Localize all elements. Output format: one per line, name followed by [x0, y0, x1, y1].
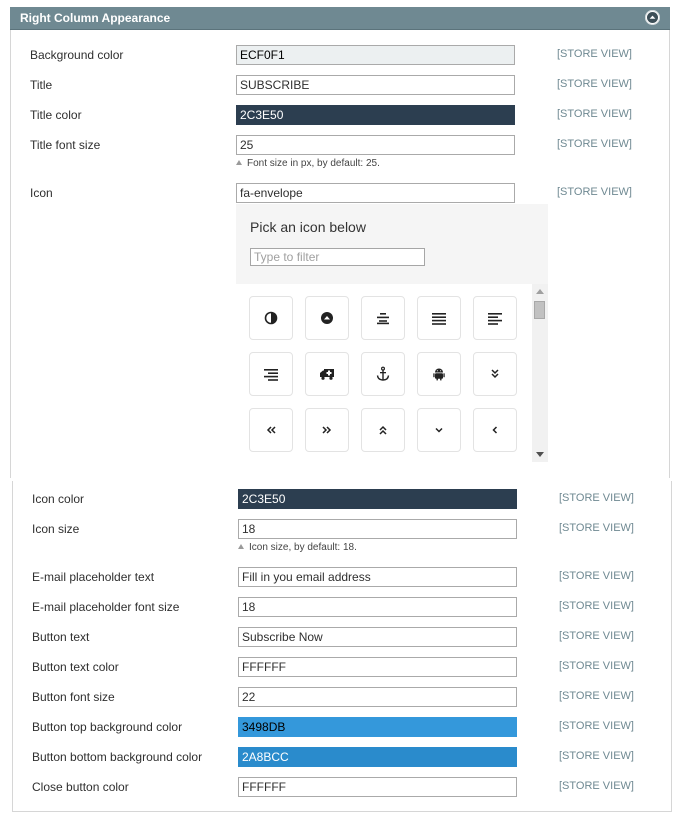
icon-option[interactable] [249, 408, 293, 452]
anchor-icon [374, 365, 392, 383]
store-view-scope: [STORE VIEW] [559, 630, 634, 642]
field-label: Close button color [32, 780, 129, 794]
field-note [236, 158, 380, 169]
field-row-button-text-color [32, 657, 652, 679]
field-label: E-mail placeholder text [32, 570, 155, 584]
icon-option[interactable] [417, 408, 461, 452]
angle-down-icon [430, 421, 448, 439]
field-row-button-text [32, 627, 652, 649]
icon-option[interactable] [417, 352, 461, 396]
icon-size-input[interactable]: 18 [238, 519, 517, 539]
button-font-size-input[interactable]: 22 [238, 687, 517, 707]
field-row-icon [30, 183, 650, 205]
title-input[interactable]: SUBSCRIBE [236, 75, 515, 95]
icon-filter-input[interactable]: Type to filter [250, 248, 425, 266]
icon-input[interactable]: fa-envelope [236, 183, 515, 203]
field-label: E-mail placeholder font size [32, 600, 180, 614]
icon-option[interactable] [473, 408, 517, 452]
store-view-scope: [STORE VIEW] [559, 690, 634, 702]
icon-picker-header [236, 204, 548, 284]
field-label: Background color [30, 48, 124, 62]
field-row-icon-size [32, 519, 652, 541]
note-text: Font size in px, by default: 25. [247, 158, 380, 169]
field-label: Button bottom background color [32, 750, 203, 764]
icon-picker [236, 204, 548, 462]
field-label: Button text [32, 630, 90, 644]
title-color-input[interactable]: 2C3E50 [236, 105, 515, 125]
field-label: Button font size [32, 690, 115, 704]
button-text-input[interactable]: Subscribe Now [238, 627, 517, 647]
icon-picker-title: Pick an icon below [250, 219, 366, 235]
field-label: Button text color [32, 660, 119, 674]
icon-grid [236, 296, 532, 462]
title-font-size-input[interactable]: 25 [236, 135, 515, 155]
background-color-input[interactable]: ECF0F1 [236, 45, 515, 65]
field-row-button-bottom-background-color [32, 747, 652, 769]
angle-left-icon [486, 421, 504, 439]
icon-option[interactable] [361, 408, 405, 452]
field-label: Icon [30, 186, 53, 200]
align-left-icon [486, 309, 504, 327]
align-center-icon [374, 309, 392, 327]
store-view-scope: [STORE VIEW] [559, 720, 634, 732]
button-text-color-input[interactable]: FFFFFF [238, 657, 517, 677]
field-row-button-top-background-color [32, 717, 652, 739]
scroll-thumb[interactable] [534, 301, 545, 319]
adjust-icon [262, 309, 280, 327]
store-view-scope: [STORE VIEW] [557, 48, 632, 60]
button-top-background-color-input[interactable]: 3498DB [238, 717, 517, 737]
field-row-email-placeholder-font-size [32, 597, 652, 619]
store-view-scope: [STORE VIEW] [559, 780, 634, 792]
align-justify-icon [430, 309, 448, 327]
field-row-icon-color [32, 489, 652, 511]
field-label: Title font size [30, 138, 101, 152]
field-row-title-color [30, 105, 650, 127]
field-row-email-placeholder-text [32, 567, 652, 589]
field-note [238, 542, 357, 553]
store-view-scope: [STORE VIEW] [559, 750, 634, 762]
field-label: Icon size [32, 522, 80, 536]
store-view-scope: [STORE VIEW] [557, 108, 632, 120]
store-view-scope: [STORE VIEW] [559, 600, 634, 612]
icon-option[interactable] [417, 296, 461, 340]
angle-double-up-icon [374, 421, 392, 439]
close-button-color-input[interactable]: FFFFFF [238, 777, 517, 797]
store-view-scope: [STORE VIEW] [557, 186, 632, 198]
icon-option[interactable] [305, 408, 349, 452]
angle-double-right-icon [318, 421, 336, 439]
field-label: Button top background color [32, 720, 183, 734]
field-label: Title [30, 78, 53, 92]
field-label: Icon color [32, 492, 85, 506]
align-right-icon [262, 365, 280, 383]
icon-option[interactable] [473, 352, 517, 396]
icon-option[interactable] [249, 352, 293, 396]
store-view-scope: [STORE VIEW] [559, 570, 634, 582]
field-label: Title color [30, 108, 82, 122]
icon-option[interactable] [249, 296, 293, 340]
store-view-scope: [STORE VIEW] [559, 522, 634, 534]
store-view-scope: [STORE VIEW] [559, 492, 634, 504]
field-row-title [30, 75, 650, 97]
section-header[interactable] [10, 7, 670, 30]
android-icon [430, 365, 448, 383]
email-placeholder-font-size-input[interactable]: 18 [238, 597, 517, 617]
icon-option[interactable] [361, 352, 405, 396]
field-row-title-font-size [30, 135, 650, 157]
field-row-button-font-size [32, 687, 652, 709]
scroll-down-arrow-icon[interactable] [536, 452, 544, 457]
field-row-background-color [30, 45, 650, 67]
store-view-scope: [STORE VIEW] [557, 138, 632, 150]
email-placeholder-text-input[interactable]: Fill in you email address [238, 567, 517, 587]
button-bottom-background-color-input[interactable]: 2A8BCC [238, 747, 517, 767]
field-row-close-button-color [32, 777, 652, 799]
section-title: Right Column Appearance [20, 11, 171, 25]
icon-grid-scrollbar[interactable] [532, 284, 548, 462]
store-view-scope: [STORE VIEW] [559, 660, 634, 672]
ambulance-icon [318, 365, 336, 383]
icon-option[interactable] [305, 296, 349, 340]
icon-color-input[interactable]: 2C3E50 [238, 489, 517, 509]
icon-option[interactable] [305, 352, 349, 396]
scroll-up-arrow-icon[interactable] [536, 289, 544, 294]
arrow-circle-up-icon [318, 309, 336, 327]
note-text: Icon size, by default: 18. [249, 542, 357, 553]
icon-option[interactable] [361, 296, 405, 340]
angle-double-left-icon [262, 421, 280, 439]
chevron-up-circle-icon[interactable] [645, 10, 660, 25]
icon-option[interactable] [473, 296, 517, 340]
store-view-scope: [STORE VIEW] [557, 78, 632, 90]
angle-double-down-icon [486, 365, 504, 383]
